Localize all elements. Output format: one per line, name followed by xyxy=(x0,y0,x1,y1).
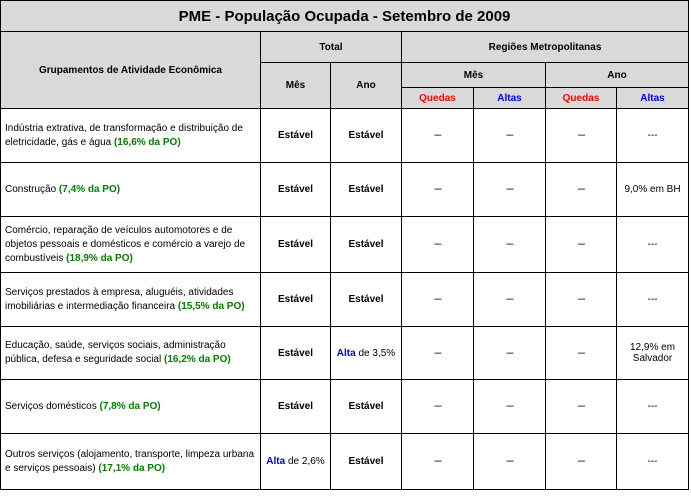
header-regions: Regiões Metropolitanas xyxy=(402,32,689,63)
rm-ano-quedas-cell: --- xyxy=(546,273,617,327)
rm-ano-quedas-cell: --- xyxy=(546,434,617,490)
rm-mes-quedas-cell: --- xyxy=(402,217,474,273)
table-row xyxy=(1,434,689,490)
po-share: (15,5% da PO) xyxy=(177,300,245,312)
rm-mes-altas-cell: --- xyxy=(474,217,546,273)
total-mes-cell: Estável xyxy=(261,273,331,327)
rm-ano-altas-cell: --- xyxy=(617,217,689,273)
total-mes-cell: Estável xyxy=(261,327,331,380)
total-mes-cell: Estável xyxy=(261,109,331,163)
header-ano-quedas: Quedas xyxy=(546,88,617,109)
header-total-mes: Mês xyxy=(261,63,331,109)
rm-ano-altas-cell: 9,0% em BH xyxy=(617,163,689,217)
activity-label xyxy=(1,217,261,273)
rm-ano-altas-cell: --- xyxy=(617,109,689,163)
header-total: Total xyxy=(261,32,402,63)
activity-name: Serviços domésticos xyxy=(5,400,100,412)
po-share: (16,2% da PO) xyxy=(164,354,231,365)
alta-value: de 2,6% xyxy=(285,456,325,467)
rm-mes-quedas-cell: --- xyxy=(402,273,474,327)
table-row xyxy=(1,163,689,217)
total-ano-cell: Estável xyxy=(331,380,402,434)
rm-mes-altas-cell: --- xyxy=(474,109,546,163)
table-row xyxy=(1,109,689,163)
table-title: PME - População Ocupada - Setembro de 2009 xyxy=(1,1,689,32)
total-ano-cell xyxy=(331,327,402,380)
rm-ano-quedas-cell: --- xyxy=(546,380,617,434)
activity-name: Outros serviços (alojamento, transporte, limpeza urbana e serviços pessoais) xyxy=(5,448,255,474)
activity-name: Serviços prestados à empresa, aluguéis, atividades imobiliárias e intermediação financeira xyxy=(5,286,234,312)
rm-mes-altas-cell: --- xyxy=(474,434,546,490)
header-group: Grupamentos de Atividade Econômica xyxy=(1,32,261,109)
rm-mes-quedas-cell: --- xyxy=(402,380,474,434)
rm-ano-quedas-cell: --- xyxy=(546,163,617,217)
activity-label xyxy=(1,434,261,490)
rm-ano-quedas-cell: --- xyxy=(546,109,617,163)
rm-ano-altas-cell: --- xyxy=(617,273,689,327)
total-ano-cell: Estável xyxy=(331,217,402,273)
total-mes-cell: Estável xyxy=(261,163,331,217)
activity-label xyxy=(1,163,261,217)
table-row xyxy=(1,327,689,380)
total-ano-cell: Estável xyxy=(331,434,402,490)
total-ano-cell: Estável xyxy=(331,163,402,217)
activity-name: Construção xyxy=(5,183,59,195)
header-rm-mes: Mês xyxy=(402,63,546,88)
rm-mes-quedas-cell: --- xyxy=(402,327,474,380)
rm-mes-altas-cell: --- xyxy=(474,163,546,217)
table-row xyxy=(1,217,689,273)
alta-label: Alta xyxy=(266,456,286,467)
alta-label: Alta xyxy=(336,347,356,359)
activity-label xyxy=(1,327,261,380)
po-share: (16,6% da PO) xyxy=(113,136,181,148)
rm-mes-quedas-cell: --- xyxy=(402,109,474,163)
total-ano-cell: Estável xyxy=(331,273,402,327)
total-ano-cell: Estável xyxy=(331,109,402,163)
total-mes-cell: Estável xyxy=(261,380,331,434)
rm-mes-altas-cell: --- xyxy=(474,380,546,434)
activity-name: Indústria extrativa, de transformação e distribuição de eletricidade, gás e água xyxy=(5,122,243,148)
po-share: (18,9% da PO) xyxy=(66,252,133,264)
rm-ano-quedas-cell: --- xyxy=(546,217,617,273)
alta-value: de 3,5% xyxy=(355,347,396,359)
rm-mes-quedas-cell: --- xyxy=(402,163,474,217)
header-mes-quedas: Quedas xyxy=(402,88,474,109)
po-share: (17,1% da PO) xyxy=(98,462,166,474)
rm-ano-quedas-cell: --- xyxy=(546,327,617,380)
activity-name: Comércio, reparação de veículos automotores e de objetos pessoais e domésticos e comércio a varejo de combustíveis xyxy=(5,224,246,264)
rm-mes-altas-cell: --- xyxy=(474,327,546,380)
header-mes-altas: Altas xyxy=(474,88,546,109)
activity-label xyxy=(1,273,261,327)
header-ano-altas: Altas xyxy=(617,88,689,109)
table-row xyxy=(1,273,689,327)
total-mes-cell xyxy=(261,434,331,490)
header-rm-ano: Ano xyxy=(546,63,689,88)
total-mes-cell: Estável xyxy=(261,217,331,273)
activity-label xyxy=(1,109,261,163)
header-total-ano: Ano xyxy=(331,63,402,109)
table-row xyxy=(1,380,689,434)
rm-mes-quedas-cell: --- xyxy=(402,434,474,490)
po-share: (7,8% da PO) xyxy=(99,400,161,412)
rm-mes-altas-cell: --- xyxy=(474,273,546,327)
activity-label xyxy=(1,380,261,434)
rm-ano-altas-cell: --- xyxy=(617,434,689,490)
po-share: (7,4% da PO) xyxy=(58,183,121,195)
rm-ano-altas-cell: --- xyxy=(617,380,689,434)
activity-name: Educação, saúde, serviços sociais, administração pública, defesa e seguridade social xyxy=(5,340,226,365)
rm-ano-altas-cell: 12,9% em Salvador xyxy=(617,327,689,380)
